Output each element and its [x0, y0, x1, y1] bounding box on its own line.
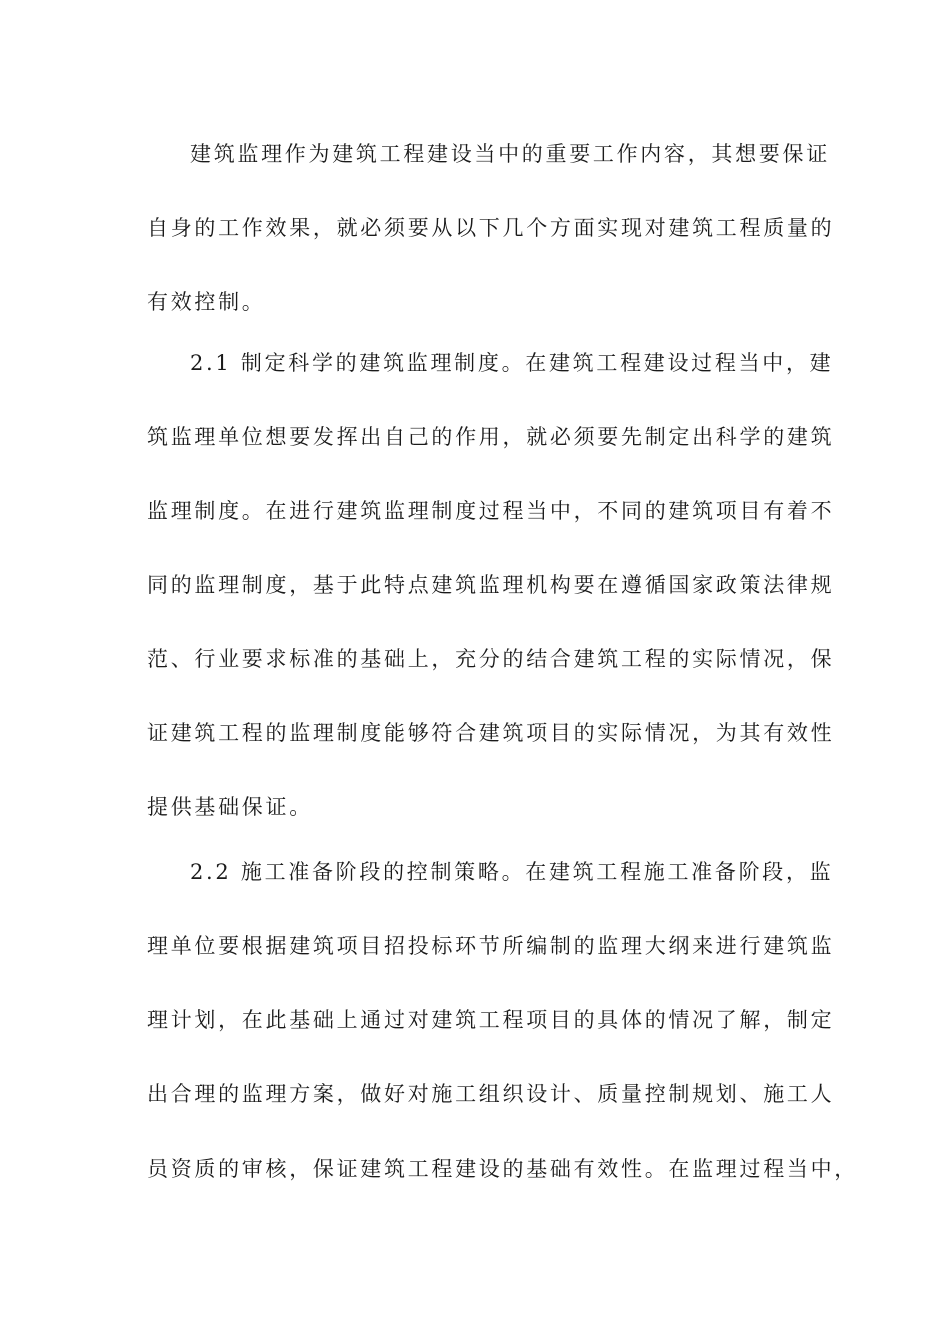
- section-2-1-line-6: 证建筑工程的监理制度能够符合建筑项目的实际情况，为其有效性: [147, 721, 835, 745]
- section-2-2-line-5: 员资质的审核，保证建筑工程建设的基础有效性。在监理过程当中，: [147, 1157, 858, 1181]
- section-2-1-line-1: 2.1 制定科学的建筑监理制度。在建筑工程建设过程当中，建: [190, 351, 834, 375]
- section-2-2-line-4: 出合理的监理方案，做好对施工组织设计、质量控制规划、施工人: [147, 1082, 835, 1106]
- section-2-1-line-5: 范、行业要求标准的基础上，充分的结合建筑工程的实际情况，保: [147, 647, 835, 671]
- section-2-1-line-7: 提供基础保证。: [147, 795, 313, 819]
- paragraph-1-line-2: 自身的工作效果，就必须要从以下几个方面实现对建筑工程质量的: [147, 216, 835, 240]
- section-2-2-line-3: 理计划，在此基础上通过对建筑工程项目的具体的情况了解，制定: [147, 1008, 835, 1032]
- section-2-1-line-2: 筑监理单位想要发挥出自己的作用，就必须要先制定出科学的建筑: [147, 425, 835, 449]
- section-2-2-line-2: 理单位要根据建筑项目招投标环节所编制的监理大纲来进行建筑监: [147, 934, 835, 958]
- section-2-1-line-3: 监理制度。在进行建筑监理制度过程当中，不同的建筑项目有着不: [147, 499, 835, 523]
- paragraph-1-line-3: 有效控制。: [147, 290, 266, 314]
- section-2-1-line-4: 同的监理制度，基于此特点建筑监理机构要在遵循国家政策法律规: [147, 573, 835, 597]
- section-2-2-line-1: 2.2 施工准备阶段的控制策略。在建筑工程施工准备阶段，监: [190, 860, 834, 884]
- paragraph-1-line-1: 建筑监理作为建筑工程建设当中的重要工作内容，其想要保证: [190, 142, 830, 166]
